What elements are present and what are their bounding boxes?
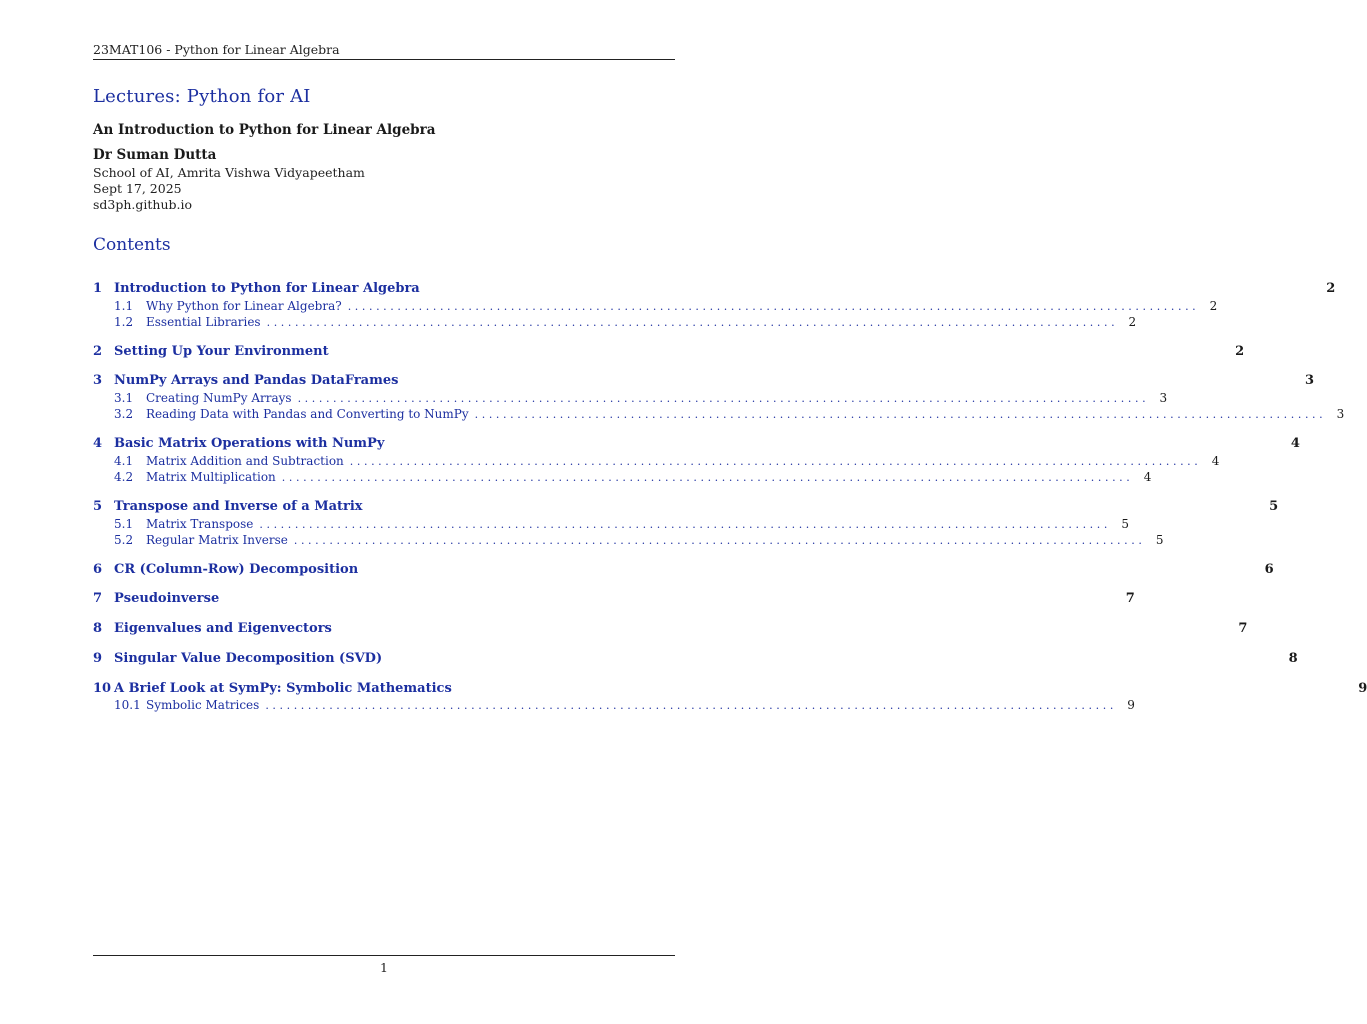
toc-entry-title[interactable]: Reading Data with Pandas and Converting to NumPy [146,407,469,421]
toc-entry-page[interactable]: 4 [1290,436,1300,451]
toc-entry-number: 5 [93,499,103,514]
toc-entry-page[interactable]: 2 [1128,315,1137,329]
contents-heading: Contents [93,235,171,255]
toc-entry-number: 4.2 [114,470,134,484]
toc-entry-title[interactable]: Matrix Multiplication [146,470,276,484]
toc-subsection-entry[interactable] [93,454,1220,471]
toc-entry-page[interactable]: 8 [1288,651,1298,666]
toc-section-entry[interactable] [93,562,1274,579]
toc-entry-number: 6 [93,562,103,577]
toc-entry-number: 4 [93,436,103,451]
toc-entry-title[interactable]: Singular Value Decomposition (SVD) [114,651,383,666]
toc-entry-title[interactable]: Essential Libraries [146,315,261,329]
toc-entry-page[interactable]: 3 [1304,373,1315,388]
author-affiliation: School of AI, Amrita Vishwa Vidyapeetham [93,165,365,180]
toc-section-entry[interactable] [93,499,1279,516]
toc-dot-leader: ........................................................................................................................ [347,300,1200,313]
toc-entry-title[interactable]: Setting Up Your Environment [114,344,329,359]
toc-entry-number: 5.1 [114,517,134,531]
toc-entry-title[interactable]: Eigenvalues and Eigenvectors [114,621,332,636]
toc-subsection-entry[interactable] [93,533,1164,550]
document-title: Lectures: Python for AI [93,86,311,107]
toc-section-entry[interactable] [93,621,1248,638]
toc-entry-number: 1.1 [114,299,134,313]
toc-entry-title[interactable]: A Brief Look at SymPy: Symbolic Mathematics [114,681,452,696]
toc-entry-page[interactable]: 2 [1235,344,1245,359]
toc-dot-leader: ........................................................................................................................ [259,518,1111,531]
toc-entry-page[interactable]: 2 [1326,281,1336,296]
toc-section-entry[interactable] [93,281,1336,298]
toc-entry-title[interactable]: Introduction to Python for Linear Algebra [114,281,420,296]
toc-subsection-entry[interactable] [93,470,1152,487]
toc-entry-number: 2 [93,344,103,359]
toc-entry-title[interactable]: Matrix Addition and Subtraction [146,454,344,468]
toc-subsection-entry[interactable] [93,299,1218,316]
toc-subsection-entry[interactable] [93,315,1137,332]
toc-entry-page[interactable]: 5 [1155,533,1164,547]
toc-subsection-entry[interactable] [93,407,1345,424]
author-name: Dr Suman Dutta [93,147,217,163]
toc-entry-title[interactable]: Creating NumPy Arrays [146,391,292,405]
toc-entry-number: 7 [93,591,103,606]
toc-entry-page[interactable]: 7 [1125,591,1135,606]
toc-section-entry[interactable] [93,651,1298,668]
running-header: 23MAT106 - Python for Linear Algebra [93,42,340,57]
toc-entry-page[interactable]: 9 [1127,698,1135,712]
toc-entry-number: 3.1 [114,391,134,405]
toc-entry-number: 1.2 [114,315,134,329]
toc-entry-title[interactable]: Symbolic Matrices [146,698,260,712]
toc-entry-number: 5.2 [114,533,134,547]
toc-subsection-entry[interactable] [93,391,1168,408]
toc-section-entry[interactable] [93,591,1135,608]
toc-entry-page[interactable]: 7 [1238,621,1248,636]
toc-entry-page[interactable]: 3 [1159,391,1168,405]
toc-entry-number: 4.1 [114,454,134,468]
author-website-link[interactable]: sd3ph.github.io [93,197,193,212]
toc-entry-number: 3 [93,373,103,388]
toc-section-entry[interactable] [93,681,1367,698]
toc-dot-leader: ........................................................................................................................ [297,392,1150,405]
header-rule [93,59,675,60]
toc-section-entry[interactable] [93,373,1315,390]
toc-entry-number: 1 [93,281,103,296]
toc-dot-leader: ........................................................................................................................ [474,408,1327,421]
toc-section-entry[interactable] [93,436,1300,453]
toc-entry-page[interactable]: 4 [1143,470,1152,484]
toc-entry-page[interactable]: 3 [1336,407,1345,421]
toc-entry-page[interactable]: 5 [1121,517,1129,531]
page-number: 1 [380,960,388,975]
toc-entry-page[interactable]: 2 [1209,299,1218,313]
toc-entry-page[interactable]: 9 [1358,681,1367,696]
toc-dot-leader: ........................................................................................................................ [266,316,1119,329]
document-subtitle: An Introduction to Python for Linear Algebra [93,122,436,138]
document-date: Sept 17, 2025 [93,181,182,196]
toc-entry-title[interactable]: Pseudoinverse [114,591,220,606]
toc-entry-number: 10 [93,681,112,696]
toc-entry-number: 10.1 [114,698,141,712]
toc-subsection-entry[interactable] [93,517,1129,534]
toc-entry-page[interactable]: 6 [1264,562,1274,577]
toc-entry-title[interactable]: Why Python for Linear Algebra? [146,299,342,313]
toc-dot-leader: ........................................................................................................................ [349,455,1202,468]
toc-entry-title[interactable]: NumPy Arrays and Pandas DataFrames [114,373,399,388]
toc-entry-title[interactable]: Matrix Transpose [146,517,254,531]
toc-section-entry[interactable] [93,344,1245,361]
toc-dot-leader: ........................................................................................................................ [265,699,1117,712]
toc-entry-page[interactable]: 4 [1211,454,1220,468]
toc-subsection-entry[interactable] [93,698,1135,715]
toc-entry-page[interactable]: 5 [1269,499,1279,514]
toc-entry-title[interactable]: Transpose and Inverse of a Matrix [114,499,363,514]
toc-entry-number: 3.2 [114,407,134,421]
toc-entry-title[interactable]: CR (Column-Row) Decomposition [114,562,359,577]
toc-entry-title[interactable]: Basic Matrix Operations with NumPy [114,436,385,451]
toc-entry-number: 9 [93,651,103,666]
footer-rule [93,955,675,956]
toc-dot-leader: ........................................................................................................................ [293,534,1146,547]
toc-entry-number: 8 [93,621,103,636]
toc-entry-title[interactable]: Regular Matrix Inverse [146,533,288,547]
toc-dot-leader: ........................................................................................................................ [281,471,1134,484]
